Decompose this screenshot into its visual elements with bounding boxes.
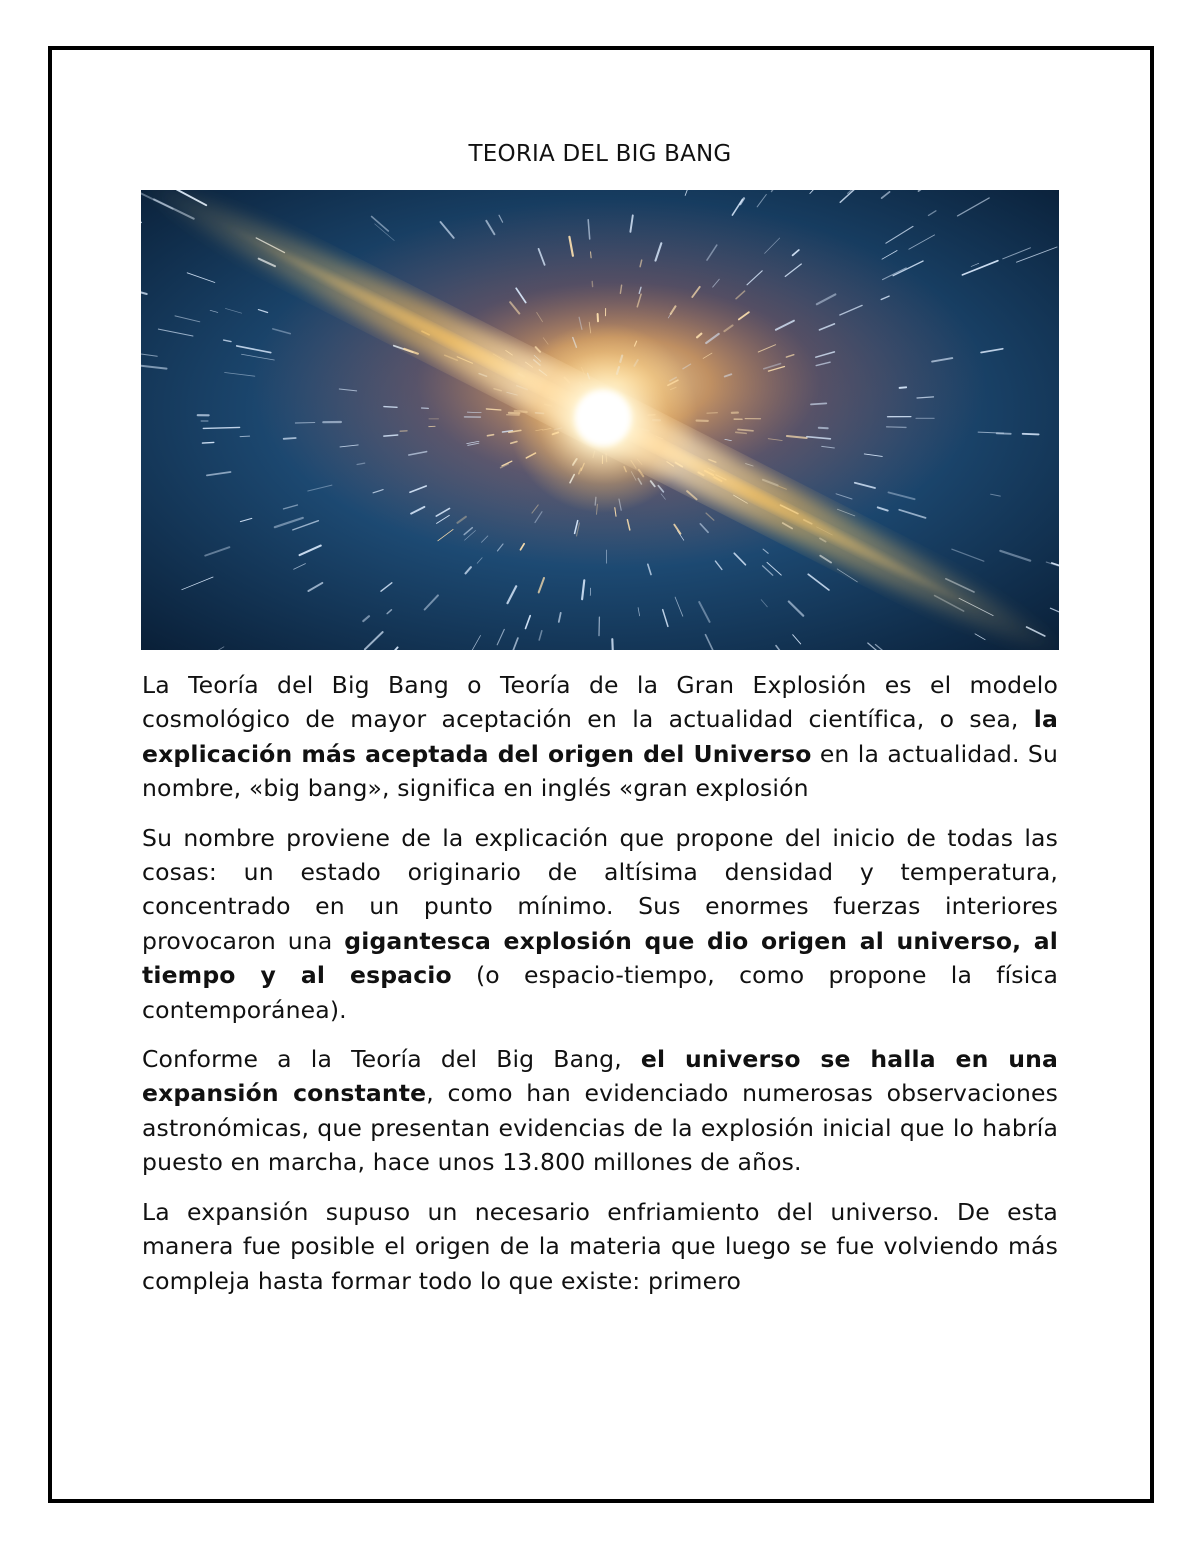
- paragraph: [142, 1042, 1058, 1180]
- text-run: Conforme a la Teoría del Big Bang,: [142, 1045, 641, 1074]
- document-title: TEORIA DEL BIG BANG: [468, 141, 732, 167]
- text-run: en la actualidad. Su nombre, «big bang», significa en inglés «gran explosión: [142, 739, 1058, 803]
- text-run: La expansión supuso un necesario enfriamiento del universo. De esta manera fue posible el origen de la materia que luego se fue volviendo más compleja hasta formar todo lo que existe: primero: [142, 1197, 1058, 1295]
- document-body: [142, 668, 1058, 1313]
- text-run: (o espacio-tiempo, como propone la física contemporánea).: [142, 961, 1059, 1024]
- text-run: La Teoría del Big Bang o Teoría de la Gran Explosión es el modelo cosmológico de mayor aceptación en la actualidad científica, o sea,: [142, 671, 1058, 734]
- bold-text: gigantesca explosión que dio origen al universo, al tiempo y al espacio: [142, 926, 1059, 990]
- text-run: Su nombre proviene de la explicación que propone del inicio de todas las cosas: un estado originario de altísima densidad y temperatura, concentrado en un punto mínimo. Sus enormes fuerzas interiores provocaron una: [142, 823, 1058, 955]
- bold-text: la explicación más aceptada del origen del Universo: [142, 705, 1058, 768]
- text-run: , como han evidenciado numerosas observaciones astronómicas, que presentan evidencias de la explosión inicial que lo habría puesto en marcha, hace unos 13.800 millones de años.: [142, 1079, 1058, 1177]
- big-bang-image: [141, 190, 1059, 650]
- bold-text: el universo se halla en una expansión constante: [142, 1045, 1058, 1108]
- paragraph: [142, 1195, 1058, 1298]
- paragraph: [142, 668, 1058, 806]
- big-bang-explosion-illustration: [141, 190, 1059, 650]
- paragraph: [142, 821, 1058, 1027]
